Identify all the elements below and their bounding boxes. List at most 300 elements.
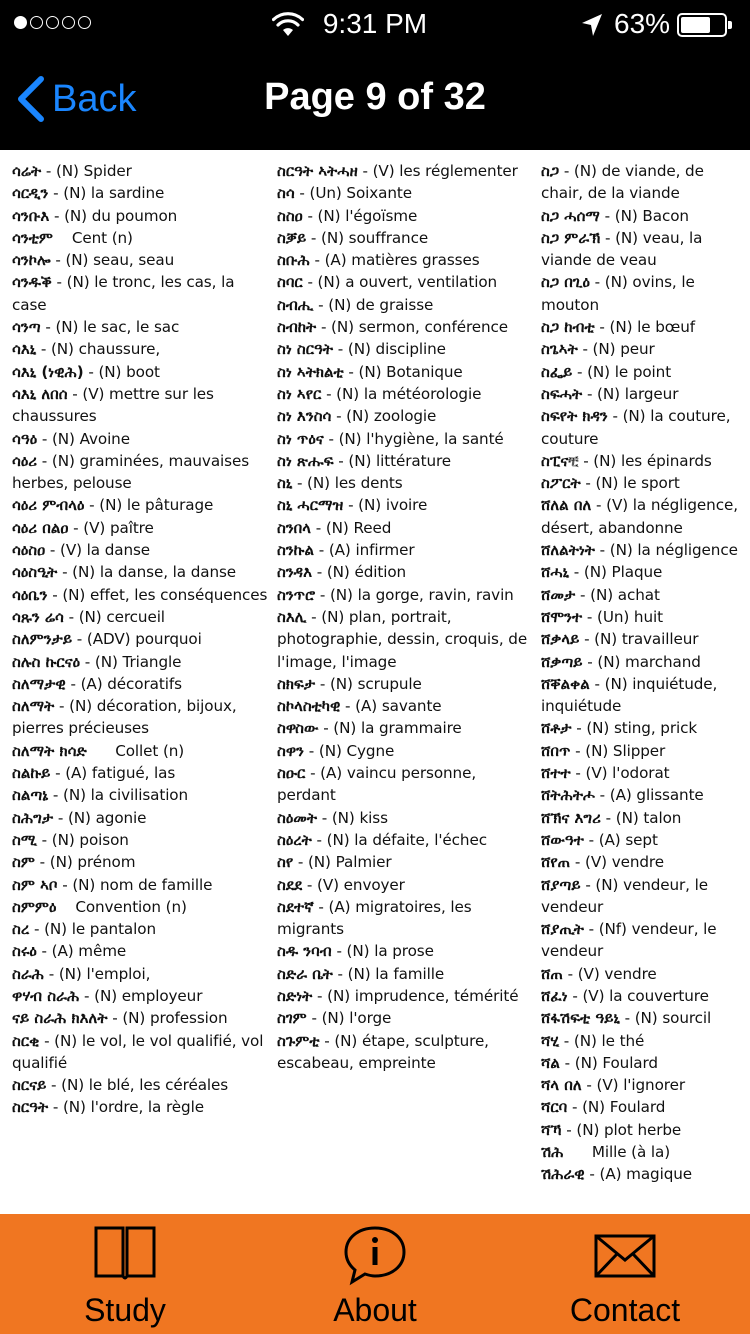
entry-term: ስምምዕ xyxy=(12,897,57,916)
dictionary-entry xyxy=(541,539,746,561)
entry-term: ስም ኣቦ xyxy=(12,875,58,894)
dictionary-entry xyxy=(12,428,270,450)
entry-definition: - (N) littérature xyxy=(333,451,452,470)
dictionary-entry xyxy=(277,271,535,293)
dictionary-entry xyxy=(12,896,270,918)
entry-definition: - (N) la sardine xyxy=(48,184,165,203)
dictionary-entry xyxy=(12,561,270,583)
entry-definition: - (N) a ouvert, ventilation xyxy=(302,273,498,292)
entry-term: ስሕግታ xyxy=(12,808,54,827)
dictionary-entry xyxy=(541,472,746,494)
entry-term: ሸሓኒ xyxy=(541,563,570,582)
entry-definition: - (N) graminées, mauvaises herbes, pelouse xyxy=(12,451,254,493)
dictionary-entry xyxy=(541,405,746,450)
dictionary-entry xyxy=(12,651,270,673)
entry-term: ሳእኒ xyxy=(12,340,37,359)
entry-term: ስብሒ xyxy=(277,295,314,314)
dictionary-entry xyxy=(277,851,535,873)
entry-definition: - (A) infirmer xyxy=(313,541,415,560)
entry-term: ስፒናቺ xyxy=(541,451,579,470)
dictionary-entry xyxy=(541,628,746,650)
entry-term: ስነ እንስሳ xyxy=(277,407,332,426)
entry-definition: - (N) l'ordre, la règle xyxy=(48,1098,204,1117)
entry-definition: - (N) de graisse xyxy=(313,295,434,314)
entry-definition: - (N) veau, la viande de veau xyxy=(541,228,708,270)
entry-term: ሻርባ xyxy=(541,1098,568,1117)
dictionary-entry xyxy=(541,1074,746,1096)
entry-definition: - (Un) huit xyxy=(582,607,663,626)
entry-definition: - (N) largeur xyxy=(582,384,679,403)
entry-definition: - (N) la météorologie xyxy=(321,384,482,403)
entry-definition: - (Un) Soixante xyxy=(294,184,412,203)
dictionary-entry xyxy=(12,784,270,806)
dictionary-entry xyxy=(277,1030,535,1075)
entry-definition: - (N) prénom xyxy=(34,853,136,872)
entry-term: ስብከት xyxy=(277,318,317,337)
entry-definition: - (A) savante xyxy=(340,697,442,716)
entry-definition: - (N) discipline xyxy=(333,340,446,359)
entry-term: ሸያጣይ xyxy=(541,875,581,894)
dictionary-entry xyxy=(277,1007,535,1029)
entry-definition: - (V) mettre sur les chaussures xyxy=(12,384,219,426)
entry-term: ሸውዓተ xyxy=(541,830,584,849)
tab-study[interactable] xyxy=(0,1214,250,1334)
dictionary-entry xyxy=(12,450,270,495)
entry-definition: - (N) imprudence, témérité xyxy=(312,986,519,1005)
dictionary-entry xyxy=(12,740,270,762)
dictionary-entry xyxy=(541,784,746,806)
entry-definition: - (N) plan, portrait, photographie, dessin, croquis, de l'image, l'image xyxy=(277,607,532,671)
back-label: Back xyxy=(52,77,137,120)
entry-term: ስም xyxy=(12,853,35,872)
dictionary-entry xyxy=(12,338,270,360)
dictionary-entry xyxy=(277,227,535,249)
entry-term: ስዋስው xyxy=(277,719,319,738)
dictionary-entry xyxy=(277,405,535,427)
dictionary-entry xyxy=(12,182,270,204)
dictionary-entry xyxy=(541,874,746,919)
entry-definition: - (N) kiss xyxy=(317,808,388,827)
entry-definition: - (V) l'odorat xyxy=(570,764,670,783)
dictionary-entry xyxy=(12,851,270,873)
entry-definition: - (N) les dents xyxy=(292,474,403,493)
dictionary-entry xyxy=(277,695,535,717)
entry-term: ስራሕ xyxy=(12,964,44,983)
entry-definition: - (N) boot xyxy=(83,362,160,381)
entry-term: ሳጹን ሬሳ xyxy=(12,607,64,626)
dictionary-entry xyxy=(277,606,535,673)
entry-definition: - (A) vaincu personne, perdant xyxy=(277,764,481,805)
dictionary-entry xyxy=(277,338,535,360)
entry-definition: - (N) décoration, bijoux, pierres précieuses xyxy=(12,697,242,738)
dictionary-entry xyxy=(12,606,270,628)
entry-term: ስገም xyxy=(277,1009,307,1028)
dictionary-entry xyxy=(277,294,535,316)
entry-term: ስዕረት xyxy=(277,830,312,849)
entry-definition: - (V) vendre xyxy=(570,853,664,872)
dictionary-entry xyxy=(12,383,270,428)
entry-definition: - (N) le vol, le vol qualifié, vol qualifié xyxy=(12,1031,269,1072)
dictionary-entry xyxy=(12,494,270,516)
entry-term: ስእሊ xyxy=(277,607,307,626)
dictionary-entry xyxy=(277,361,535,383)
entry-definition: - (N) le blé, les céréales xyxy=(46,1076,229,1095)
entry-term: ስረ xyxy=(12,920,30,939)
entry-term: ሳሬት xyxy=(12,162,42,180)
dictionary-page xyxy=(0,150,750,1214)
entry-term: ሳንኮሎ xyxy=(12,251,51,270)
entry-term: ስየ xyxy=(277,853,294,872)
entry-term: ሳዕስዐ xyxy=(12,541,46,560)
entry-definition: - (N) l'hygiène, la santé xyxy=(323,429,504,448)
entry-definition: - (V) les réglementer xyxy=(357,162,518,180)
entry-term: ስንጥሮ xyxy=(277,585,316,604)
entry-definition: - (N) le pantalon xyxy=(29,920,156,939)
entry-term: ሸቶታ xyxy=(541,719,572,738)
dictionary-entry xyxy=(12,673,270,695)
entry-term: ስጌኣት xyxy=(541,340,578,359)
entry-definition: - (N) souffrance xyxy=(306,228,429,247)
tab-contact[interactable] xyxy=(500,1214,750,1334)
tab-about[interactable] xyxy=(250,1214,500,1334)
dictionary-entry xyxy=(541,1163,746,1185)
entry-definition: - (N) employeur xyxy=(79,986,203,1005)
entry-definition: - (N) le pâturage xyxy=(84,496,214,515)
dictionary-entry xyxy=(541,673,746,718)
entry-term: ስርዓት ኣትሓዘ xyxy=(277,162,358,180)
dictionary-entry xyxy=(277,963,535,985)
entry-term: ስርናይ xyxy=(12,1076,47,1095)
dictionary-entry xyxy=(541,1096,746,1118)
entry-definition: - (N) la négligence xyxy=(594,541,738,560)
entry-definition: - (N) ivoire xyxy=(343,496,428,515)
entry-term: ሽሕራዊ xyxy=(541,1165,585,1184)
dictionary-entry xyxy=(277,584,535,606)
entry-term: ሳንዱቕ xyxy=(12,273,52,292)
entry-term: ስነ ስርዓት xyxy=(277,340,334,359)
entry-definition: - (N) Bacon xyxy=(599,206,689,225)
entry-term: ስዑር xyxy=(277,764,306,783)
dictionary-entry xyxy=(541,1141,746,1163)
entry-term: ሸለል በለ xyxy=(541,496,592,515)
entry-term: ስደተኛ xyxy=(277,897,314,916)
entry-term: ስጋ ሓሰማ xyxy=(541,206,600,225)
entry-definition: - (N) Foulard xyxy=(559,1053,658,1072)
entry-term: ሽሕ xyxy=(541,1143,564,1162)
dictionary-entry xyxy=(12,829,270,851)
entry-term: ስኒ ሓርማዝ xyxy=(277,496,344,515)
entry-definition: - (A) décoratifs xyxy=(65,674,182,693)
entry-definition: - (N) Cygne xyxy=(304,741,395,760)
dictionary-entry xyxy=(12,1030,270,1075)
dictionary-entry xyxy=(12,249,270,271)
entry-term: ስዕመት xyxy=(277,808,318,827)
dictionary-entry xyxy=(277,249,535,271)
entry-term: ሳእኒ ለበሰ xyxy=(12,384,68,403)
entry-term: ሸመታ xyxy=(541,585,576,604)
entry-definition: - (N) sting, prick xyxy=(571,719,698,738)
entry-term: ሸለልትነት xyxy=(541,541,595,560)
entry-definition: - (V) la danse xyxy=(45,541,151,560)
entry-definition: - (V) envoyer xyxy=(302,875,405,894)
entry-term: ስጋ ከብቲ xyxy=(541,318,595,337)
entry-term: ስንኩል xyxy=(277,541,314,560)
entry-definition: - (N) la gorge, ravin, ravin xyxy=(315,585,514,604)
dictionary-entry xyxy=(541,717,746,739)
entry-definition: - (N) édition xyxy=(311,563,407,582)
entry-term: ሳንቡእ xyxy=(12,206,50,225)
entry-term: ሳንቲም xyxy=(12,228,53,247)
entry-term: ሳርዲን xyxy=(12,184,49,203)
dictionary-entry xyxy=(541,762,746,784)
entry-definition: - (V) paître xyxy=(68,518,154,537)
entry-term: ስቡሕ xyxy=(277,251,310,270)
entry-term: ስንበላ xyxy=(277,518,311,537)
dictionary-entry xyxy=(541,651,746,673)
entry-definition: - (N) seau, seau xyxy=(50,251,175,270)
entry-definition: - (N) vendeur, le vendeur xyxy=(541,875,713,916)
entry-definition: - (N) Triangle xyxy=(80,652,182,671)
entry-term: ሳዕቤን xyxy=(12,585,48,604)
entry-term: ስቓይ xyxy=(277,228,307,247)
entry-definition: - (N) le sport xyxy=(580,474,680,493)
entry-term: ስነ ጽሑፍ xyxy=(277,451,334,470)
entry-term: ስለምንታይ xyxy=(12,630,73,649)
navigation-bar xyxy=(0,52,750,150)
entry-definition: Convention (n) xyxy=(56,897,187,916)
entry-term: ሸየጠ xyxy=(541,853,571,872)
entry-definition: - (Nf) vendeur, le vendeur xyxy=(541,920,722,961)
dictionary-entry xyxy=(541,1030,746,1052)
entry-definition: - (N) la grammaire xyxy=(318,719,462,738)
dictionary-entry xyxy=(12,628,270,650)
entry-term: ሻላ በለ xyxy=(541,1076,582,1095)
dictionary-entry xyxy=(12,227,270,249)
entry-term: ስኒ xyxy=(277,474,293,493)
battery-percent: 63% xyxy=(614,8,671,39)
dictionary-entry xyxy=(12,584,270,606)
entry-term: ስባር xyxy=(277,273,303,292)
entry-definition: - (A) même xyxy=(36,942,127,961)
dictionary-entry xyxy=(277,807,535,829)
entry-definition: - (N) le point xyxy=(572,362,672,381)
entry-term: ስፌይ xyxy=(541,362,573,381)
entry-definition: - (V) la négligence, désert, abandonne xyxy=(541,496,743,537)
entry-definition: - (N) Spider xyxy=(41,162,132,180)
dictionary-entry xyxy=(12,361,270,383)
entry-term: ስፖርት xyxy=(541,474,581,493)
dictionary-entry xyxy=(277,717,535,739)
entry-definition: - (N) la couture, couture xyxy=(541,407,736,448)
entry-definition: - (ADV) pourquoi xyxy=(72,630,202,649)
entry-definition: - (N) marchand xyxy=(582,652,701,671)
dictionary-entry xyxy=(277,539,535,561)
entry-term: ስነ ጥዕና xyxy=(277,429,324,448)
entry-definition: - (A) matières grasses xyxy=(309,251,480,270)
entry-definition: - (V) l'ignorer xyxy=(581,1076,685,1095)
entry-term: ሳዓዕ xyxy=(12,429,38,448)
dictionary-entry xyxy=(277,985,535,1007)
entry-definition: - (N) talon xyxy=(600,808,682,827)
entry-term: ስድነት xyxy=(277,986,313,1005)
entry-definition: - (N) profession xyxy=(107,1009,228,1028)
entry-definition: - (N) les épinards xyxy=(578,451,712,470)
dictionary-column-1 xyxy=(12,160,270,1119)
entry-definition: - (N) Palmier xyxy=(293,853,392,872)
entry-definition: - (N) l'emploi, xyxy=(43,964,151,983)
tab-label: Contact xyxy=(569,1292,681,1328)
entry-term: ሸቃላይ xyxy=(541,630,580,649)
dictionary-entry xyxy=(541,851,746,873)
dictionary-entry xyxy=(277,762,535,807)
entry-term: ስክፍታ xyxy=(277,674,316,693)
entry-definition: - (N) Avoine xyxy=(37,429,130,448)
dictionary-entry xyxy=(12,985,270,1007)
dictionary-entry xyxy=(277,160,535,182)
entry-definition: - (N) sourcil xyxy=(619,1009,712,1028)
dictionary-entry xyxy=(541,740,746,762)
page-title: Page 9 of 32 xyxy=(264,76,486,118)
entry-definition: - (N) achat xyxy=(575,585,660,604)
entry-definition: - (N) poison xyxy=(36,830,129,849)
entry-definition: - (N) le bœuf xyxy=(594,318,695,337)
dictionary-entry xyxy=(541,361,746,383)
entry-definition: - (N) l'orge xyxy=(306,1009,392,1028)
entry-definition: - (N) de viande, de chair, de la viande xyxy=(541,162,709,203)
entry-definition: - (N) Slipper xyxy=(570,741,666,760)
dictionary-entry xyxy=(12,205,270,227)
dictionary-entry xyxy=(12,517,270,539)
dictionary-column-3 xyxy=(541,160,746,1186)
entry-term: ሳንጣ xyxy=(12,318,41,337)
entry-term: ሻኻ xyxy=(541,1120,562,1139)
entry-term: ሸቃጣይ xyxy=(541,652,583,671)
entry-term: ስሳ xyxy=(277,184,295,203)
entry-term: ስለማታዊ xyxy=(12,674,66,693)
entry-definition: - (N) plot herbe xyxy=(561,1120,682,1139)
entry-term: ሸትሕትሖ xyxy=(541,786,595,805)
dictionary-entry xyxy=(12,539,270,561)
entry-definition: - (N) la famille xyxy=(332,964,445,983)
entry-term: ስሚ xyxy=(12,830,37,849)
entry-term: ሸሞንተ xyxy=(541,607,583,626)
dictionary-entry xyxy=(541,985,746,1007)
entry-term: ስልኩይ xyxy=(12,764,51,783)
dictionary-entry xyxy=(12,1096,270,1118)
entry-definition: - (N) la prose xyxy=(331,942,434,961)
dictionary-entry xyxy=(541,1119,746,1141)
entry-term: ናይ ስራሕ ክእለት xyxy=(12,1009,108,1028)
entry-definition: - (A) magique xyxy=(584,1165,693,1184)
dictionary-entry xyxy=(541,807,746,829)
entry-definition: - (A) fatigué, las xyxy=(50,764,176,783)
entry-term: ስፍየት ክዳን xyxy=(541,407,608,426)
entry-definition: Cent (n) xyxy=(52,228,133,247)
entry-term: ሸፈነ xyxy=(541,986,568,1005)
entry-term: ሻል xyxy=(541,1053,560,1072)
dictionary-entry xyxy=(277,383,535,405)
dictionary-entry xyxy=(541,205,746,227)
tab-bar xyxy=(0,1214,750,1334)
entry-definition: - (N) étape, sculpture, escabeau, empreinte xyxy=(277,1031,494,1072)
entry-definition: - (N) du poumon xyxy=(49,206,178,225)
entry-term: ሸበጥ xyxy=(541,741,571,760)
entry-term: ሳዕስዒት xyxy=(12,563,58,582)
entry-term: ስስዐ xyxy=(277,206,303,225)
dictionary-entry xyxy=(12,316,270,338)
entry-term: ስነ ኣትክልቲ xyxy=(277,362,344,381)
dictionary-entry xyxy=(12,695,270,740)
status-bar xyxy=(0,0,750,52)
entry-term: ሳዕሪ xyxy=(12,451,38,470)
entry-definition: - (N) Botanique xyxy=(343,362,463,381)
entry-definition: - (N) Plaque xyxy=(569,563,663,582)
entry-term: ሸጠ xyxy=(541,964,563,983)
entry-definition: - (N) chaussure, xyxy=(36,340,161,359)
entry-definition: - (N) la civilisation xyxy=(48,786,189,805)
entry-term: ስኮላስቲካዊ xyxy=(277,697,341,716)
entry-term: ስጉምቲ xyxy=(277,1031,320,1050)
dictionary-entry xyxy=(541,606,746,628)
book-icon xyxy=(92,1224,158,1282)
entry-definition: - (N) effet, les conséquences xyxy=(47,585,268,604)
entry-term: ዋሃብ ስራሕ xyxy=(12,986,80,1005)
entry-definition: - (N) peur xyxy=(577,340,655,359)
dictionary-entry xyxy=(541,1007,746,1029)
dictionary-entry xyxy=(277,740,535,762)
entry-term: ስዱ ንባብ xyxy=(277,942,332,961)
entry-definition: - (N) Foulard xyxy=(567,1098,666,1117)
entry-definition: - (V) vendre xyxy=(562,964,657,983)
dictionary-entry xyxy=(541,383,746,405)
entry-term: ስጋ በጊዕ xyxy=(541,273,590,292)
entry-definition: - (N) zoologie xyxy=(331,407,437,426)
entry-term: ስርዓት xyxy=(12,1098,49,1117)
entry-term: ሳዕሪ በልዐ xyxy=(12,518,69,537)
entry-definition: - (N) nom de famille xyxy=(57,875,213,894)
entry-definition: - (N) l'égoïsme xyxy=(302,206,418,225)
entry-definition: - (A) migratoires, les migrants xyxy=(277,897,477,939)
entry-definition: Mille (à la) xyxy=(563,1143,671,1162)
dictionary-entry xyxy=(541,829,746,851)
entry-term: ስፍሓት xyxy=(541,384,583,403)
entry-term: ሸቐልቀል xyxy=(541,674,590,693)
status-time: 9:31 PM xyxy=(322,8,428,39)
entry-term: ስለማት xyxy=(12,697,55,716)
dictionary-entry xyxy=(12,874,270,896)
entry-term: ስሩዕ xyxy=(12,942,37,961)
entry-term: ስደደ xyxy=(277,875,303,894)
entry-term: ሸያጢት xyxy=(541,920,584,939)
dictionary-entry xyxy=(12,271,270,316)
dictionary-entry xyxy=(277,517,535,539)
dictionary-entry xyxy=(277,182,535,204)
dictionary-entry xyxy=(12,918,270,940)
entry-definition: - (N) le sac, le sac xyxy=(40,318,180,337)
dictionary-entry xyxy=(277,472,535,494)
dictionary-entry xyxy=(12,807,270,829)
battery-icon xyxy=(677,13,727,37)
entry-term: ሳዕሪ ምብላዕ xyxy=(12,496,85,515)
dictionary-entry xyxy=(277,316,535,338)
entry-term: ስርቂ xyxy=(12,1031,40,1050)
entry-term: ሸኽና እግሪ xyxy=(541,808,601,827)
entry-term: ስጋ xyxy=(541,162,560,180)
dictionary-entry xyxy=(541,316,746,338)
entry-definition: - (N) ovins, le mouton xyxy=(541,273,700,314)
entry-term: ሸፋሽፍቲ ዓይኒ xyxy=(541,1009,620,1028)
dictionary-entry xyxy=(541,1052,746,1074)
